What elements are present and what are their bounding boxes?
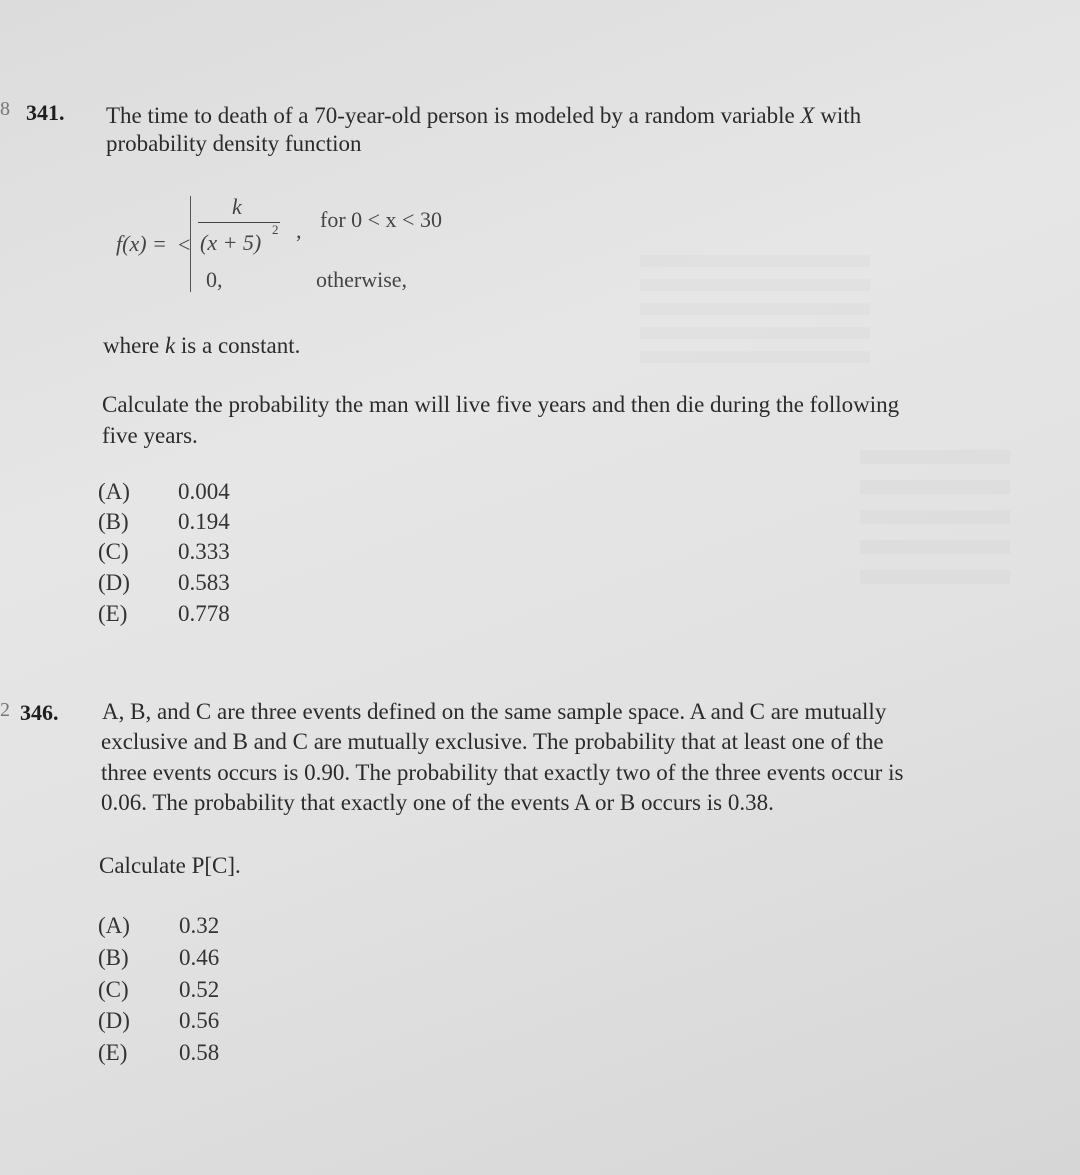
condition-1: for 0 < x < 30 [320,207,442,232]
option-value: 0.56 [179,1008,220,1033]
option-letter: (A) [98,913,130,938]
constant-symbol: k [164,333,176,358]
where-text: where [103,333,165,358]
where-text: is a constant. [175,333,301,358]
problem-stem-line-3: three events occurs is 0.90. The probability that exactly two of the three events occur is [101,760,904,785]
problem-stem-line-4: 0.06. The probability that exactly one of the events A or B occurs is 0.38. [101,790,774,815]
where-statement [103,331,300,361]
zero-value: 0, [206,267,223,292]
option-letter: (B) [98,945,129,970]
fraction-bar [198,222,280,223]
option-value: 0.32 [179,913,220,938]
exponent: 2 [272,222,279,237]
option-letter: (A) [98,479,130,504]
margin-mark: 2 [0,699,10,721]
brace-tip: < [178,232,191,257]
option-letter: (D) [98,570,130,595]
margin-mark: 8 [0,98,10,120]
option-letter: (E) [98,601,128,626]
option-value: 0.333 [178,539,230,564]
problem-stem-line-1: A, B, and C are three events defined on the same sample space. A and C are mutually [102,699,887,724]
problem-number: 346. [20,700,59,725]
option-letter: (B) [98,509,129,534]
option-letter: (D) [98,1008,130,1033]
bleed-through-texture [860,450,1010,590]
question-line-2: five years. [102,423,198,448]
formula-comma: , [296,218,302,243]
problem-stem-line-1 [106,101,861,131]
stem-text: The time to death of a 70-year-old person is modeled by a random variable [106,103,801,128]
stem-text: with [814,103,862,128]
problem-stem-line-2: exclusive and B and C are mutually exclusive. The probability that at least one of the [101,729,884,754]
random-variable: X [800,103,815,128]
question: Calculate P[C]. [99,853,241,878]
option-letter: (C) [98,977,129,1002]
option-letter: (C) [98,539,129,564]
option-value: 0.004 [178,479,230,504]
option-value: 0.46 [179,945,220,970]
option-value: 0.52 [179,977,220,1002]
option-value: 0.583 [178,570,230,595]
condition-2: otherwise, [316,267,408,292]
bleed-through-texture [640,255,870,365]
option-value: 0.778 [178,601,230,626]
option-value: 0.58 [179,1040,220,1065]
question-line-1: Calculate the probability the man will live five years and then die during the following [102,392,900,417]
fraction-numerator: k [232,194,242,219]
option-value: 0.194 [178,509,230,534]
option-letter: (E) [98,1040,128,1065]
pdf-lhs: f(x) = [116,231,167,256]
problem-stem-line-2: probability density function [106,131,362,156]
fraction-denominator: (x + 5) [200,230,262,255]
problem-number: 341. [26,100,65,125]
